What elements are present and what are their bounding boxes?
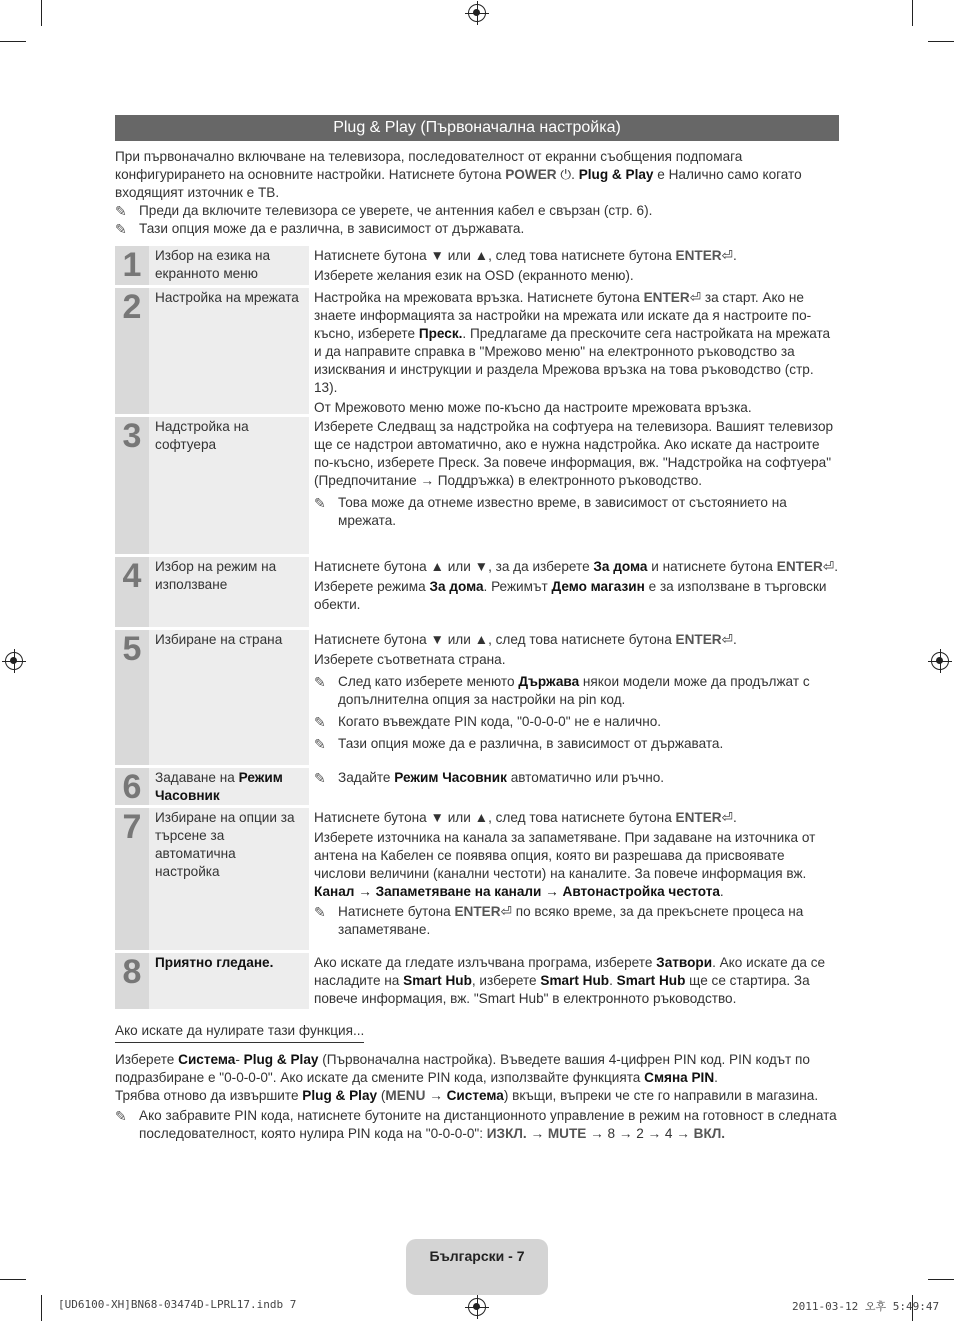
step-number: 3 [115,417,149,554]
enter-icon: ⏎ [689,290,702,305]
step-number: 8 [115,953,149,1009]
step-row [115,557,839,627]
step-row [115,417,839,554]
note: ✎ Ако забравите PIN кода, натиснете бутоните на дистанционното управление в режим на готовност в следната последователност, която нулира PIN кода на "0-0-0-0": ИЗКЛ. → MUTE → 8 → 2 → 4 → ВКЛ. [115,1108,837,1141]
step-description: Натиснете бутона ▼ или ▲, след това натиснете бутона ENTER⏎. Изберете източника на канала за запаметяване. При задаване на източника от антена на Кабелен се появява опция, която ви разрешава да присвоявате числови величини (канални честоти) на каналите. За повече информация вж. Канал → Запаметяване на канали → Автонастройка честота. ✎ Натиснете бутона ENTER⏎ по всяко време, за да прекъснете процеса на запаметяване. [309,808,839,950]
step-label: Избиране на страна [149,630,309,765]
note-pencil-icon: ✎ [314,714,326,730]
steps-table [115,246,839,1012]
note-pencil-icon: ✎ [115,1108,127,1124]
crop-mark [41,0,42,26]
note-pencil-icon: ✎ [314,736,326,752]
enter-icon: ⏎ [721,248,733,263]
note: ✎ След като изберете менюто Държава някои модели може да продължат с допълнителна опция за настройки на pin код. [314,674,810,707]
power-icon: ⏻ [556,167,572,182]
note: ✎ Това може да отнеме известно време, в зависимост от състоянието на мрежата. [314,495,787,528]
step-label: Избор на езика на екранното меню [149,246,309,285]
section-title: Plug & Play (Първоначална настройка) [115,115,839,141]
note: ✎ Тази опция може да е различна, в зависимост от държавата. [314,736,724,752]
step-description: Ако искате да гледате излъчвана програма, изберете Затвори. Ако искате да се насладите на Smart Hub, изберете Smart Hub. Smart Hub ще се стартира. За повече информация, вж. "Smart Hub" в електронното ръководство. [314,955,826,1006]
footer-file-info: [UD6100-XH]BN68-03474D-LPRL17.indb 7 [58,1298,297,1311]
enter-icon: ⏎ [500,904,512,919]
step-row [115,288,839,414]
note-pencil-icon: ✎ [314,770,326,786]
step-label: Избор на режим на използване [149,557,309,627]
step-description: Изберете Следващ за надстройка на софтуера на телевизора. Вашият телевизор ще се надстрои автоматично, ако е нужна надстройка. Ако искате да настроите по-късно, изберете Преск. За повече информация, вж. "Надстройка на софтуера" (Предпочитание → Поддръжка) в електронното ръководство. ✎ Това може да отнеме известно време, в зависимост от състоянието на мрежата. [309,417,839,554]
reset-section [115,1022,839,1143]
reset-paragraph: Изберете Система- Plug & Play (Първоначална настройка). Въведете вашия 4-цифрен PIN код. PIN кодът по подразбиране е "0-0-0-0". Ако искате да смените PIN кода, използвайте функцията Смяна PIN. [115,1052,810,1085]
step-description: Натиснете бутона ▲ или ▼, за да изберете За дома и натиснете бутона ENTER⏎. Изберете режима За дома. Режимът Демо магазин е за използване в търговски обекти. [314,559,839,612]
crop-mark [912,0,913,26]
page-number-tab: Български - 7 [406,1239,548,1295]
note-pencil-icon: ✎ [115,221,127,237]
step-label: Избиране на опции за търсене за автоматична настройка [149,808,309,950]
note-pencil-icon: ✎ [314,674,326,690]
note-pencil-icon: ✎ [115,203,127,219]
intro-paragraph: При първоначално включване на телевизора, последователност от екранни съобщения подпомага конфигурирането на основните настройки. Натиснете бутона POWER ⏻. Plug & Play е Налично само когато входящият източник е ТВ. [115,149,802,200]
step-number: 6 [115,768,149,805]
step-row [115,246,839,285]
crop-mark [928,41,954,42]
step-label: Приятно гледане. [149,953,309,1009]
intro [115,148,839,238]
step-description: Натиснете бутона ▼ или ▲, след това натиснете бутона ENTER⏎. Изберете съответната страна. ✎ След като изберете менюто Държава някои модели може да продължат с допълнителна опция за настройки на pin код. ✎ Когато въвеждате PIN кода, "0-0-0-0" не е налично. ✎ Тази опция може да е различна, в зависимост от държавата. [309,630,839,765]
registration-mark-icon [468,4,486,22]
note-pencil-icon: ✎ [314,904,326,920]
step-label: Задаване на Режим Часовник [149,768,309,805]
step-row [115,768,839,805]
step-row [115,808,839,950]
reset-paragraph: Трябва отново да извършите Plug & Play (MENU → Система) вкъщи, въпреки че сте го направили в магазина. [115,1088,819,1103]
note: ✎ Тази опция може да е различна, в зависимост от държавата. [115,221,525,237]
step-label: Настройка на мрежата [149,288,309,414]
registration-mark-icon [931,652,949,670]
registration-mark-icon [468,1298,486,1316]
step-row [115,630,839,765]
note: ✎ Задайте Режим Часовник автоматично или ръчно. [314,770,665,786]
enter-icon: ⏎ [721,632,733,647]
note: ✎ Преди да включите телевизора се уверете, че антенния кабел е свързан (стр. 6). [115,203,653,219]
crop-mark [0,1279,26,1280]
crop-mark [0,41,26,42]
note: ✎ Натиснете бутона ENTER⏎ по всяко време, за да прекъснете процеса на запаметяване. [314,904,804,937]
enter-icon: ⏎ [822,559,835,574]
step-description: Настройка на мрежовата връзка. Натиснете бутона ENTER⏎ за старт. Ако не знаете информацията за настройки на мрежата или искате да я настроите по-късно, изберете Преск.. Предлагаме да прескочите сега настройката на мрежата и да направите справка в "Мрежово меню" на електронното ръководство за изисквания и инструкции и раздела Мрежова връзка на това ръководство (стр. 13). От Мрежовото меню може по-късно да настроите мрежовата връзка. [314,290,831,415]
note-pencil-icon: ✎ [314,495,326,511]
step-number: 7 [115,808,149,950]
crop-mark [928,1279,954,1280]
step-number: 2 [115,288,149,414]
step-description [309,768,839,805]
step-row [115,953,839,1009]
footer-timestamp: 2011-03-12 오후 5:49:47 [792,1300,940,1313]
enter-icon: ⏎ [721,810,733,825]
reset-heading: Ако искате да нулирате тази функция... [115,1022,364,1043]
step-number: 5 [115,630,149,765]
note: ✎ Когато въвеждате PIN кода, "0-0-0-0" не е налично. [314,714,662,730]
step-number: 4 [115,557,149,627]
crop-mark [41,1295,42,1321]
step-label: Надстройка на софтуера [149,417,309,554]
step-number: 1 [115,246,149,285]
step-description: Натиснете бутона ▼ или ▲, след това натиснете бутона ENTER⏎. Изберете желания език на OSD (екранното меню). [314,248,737,283]
registration-mark-icon [5,652,23,670]
